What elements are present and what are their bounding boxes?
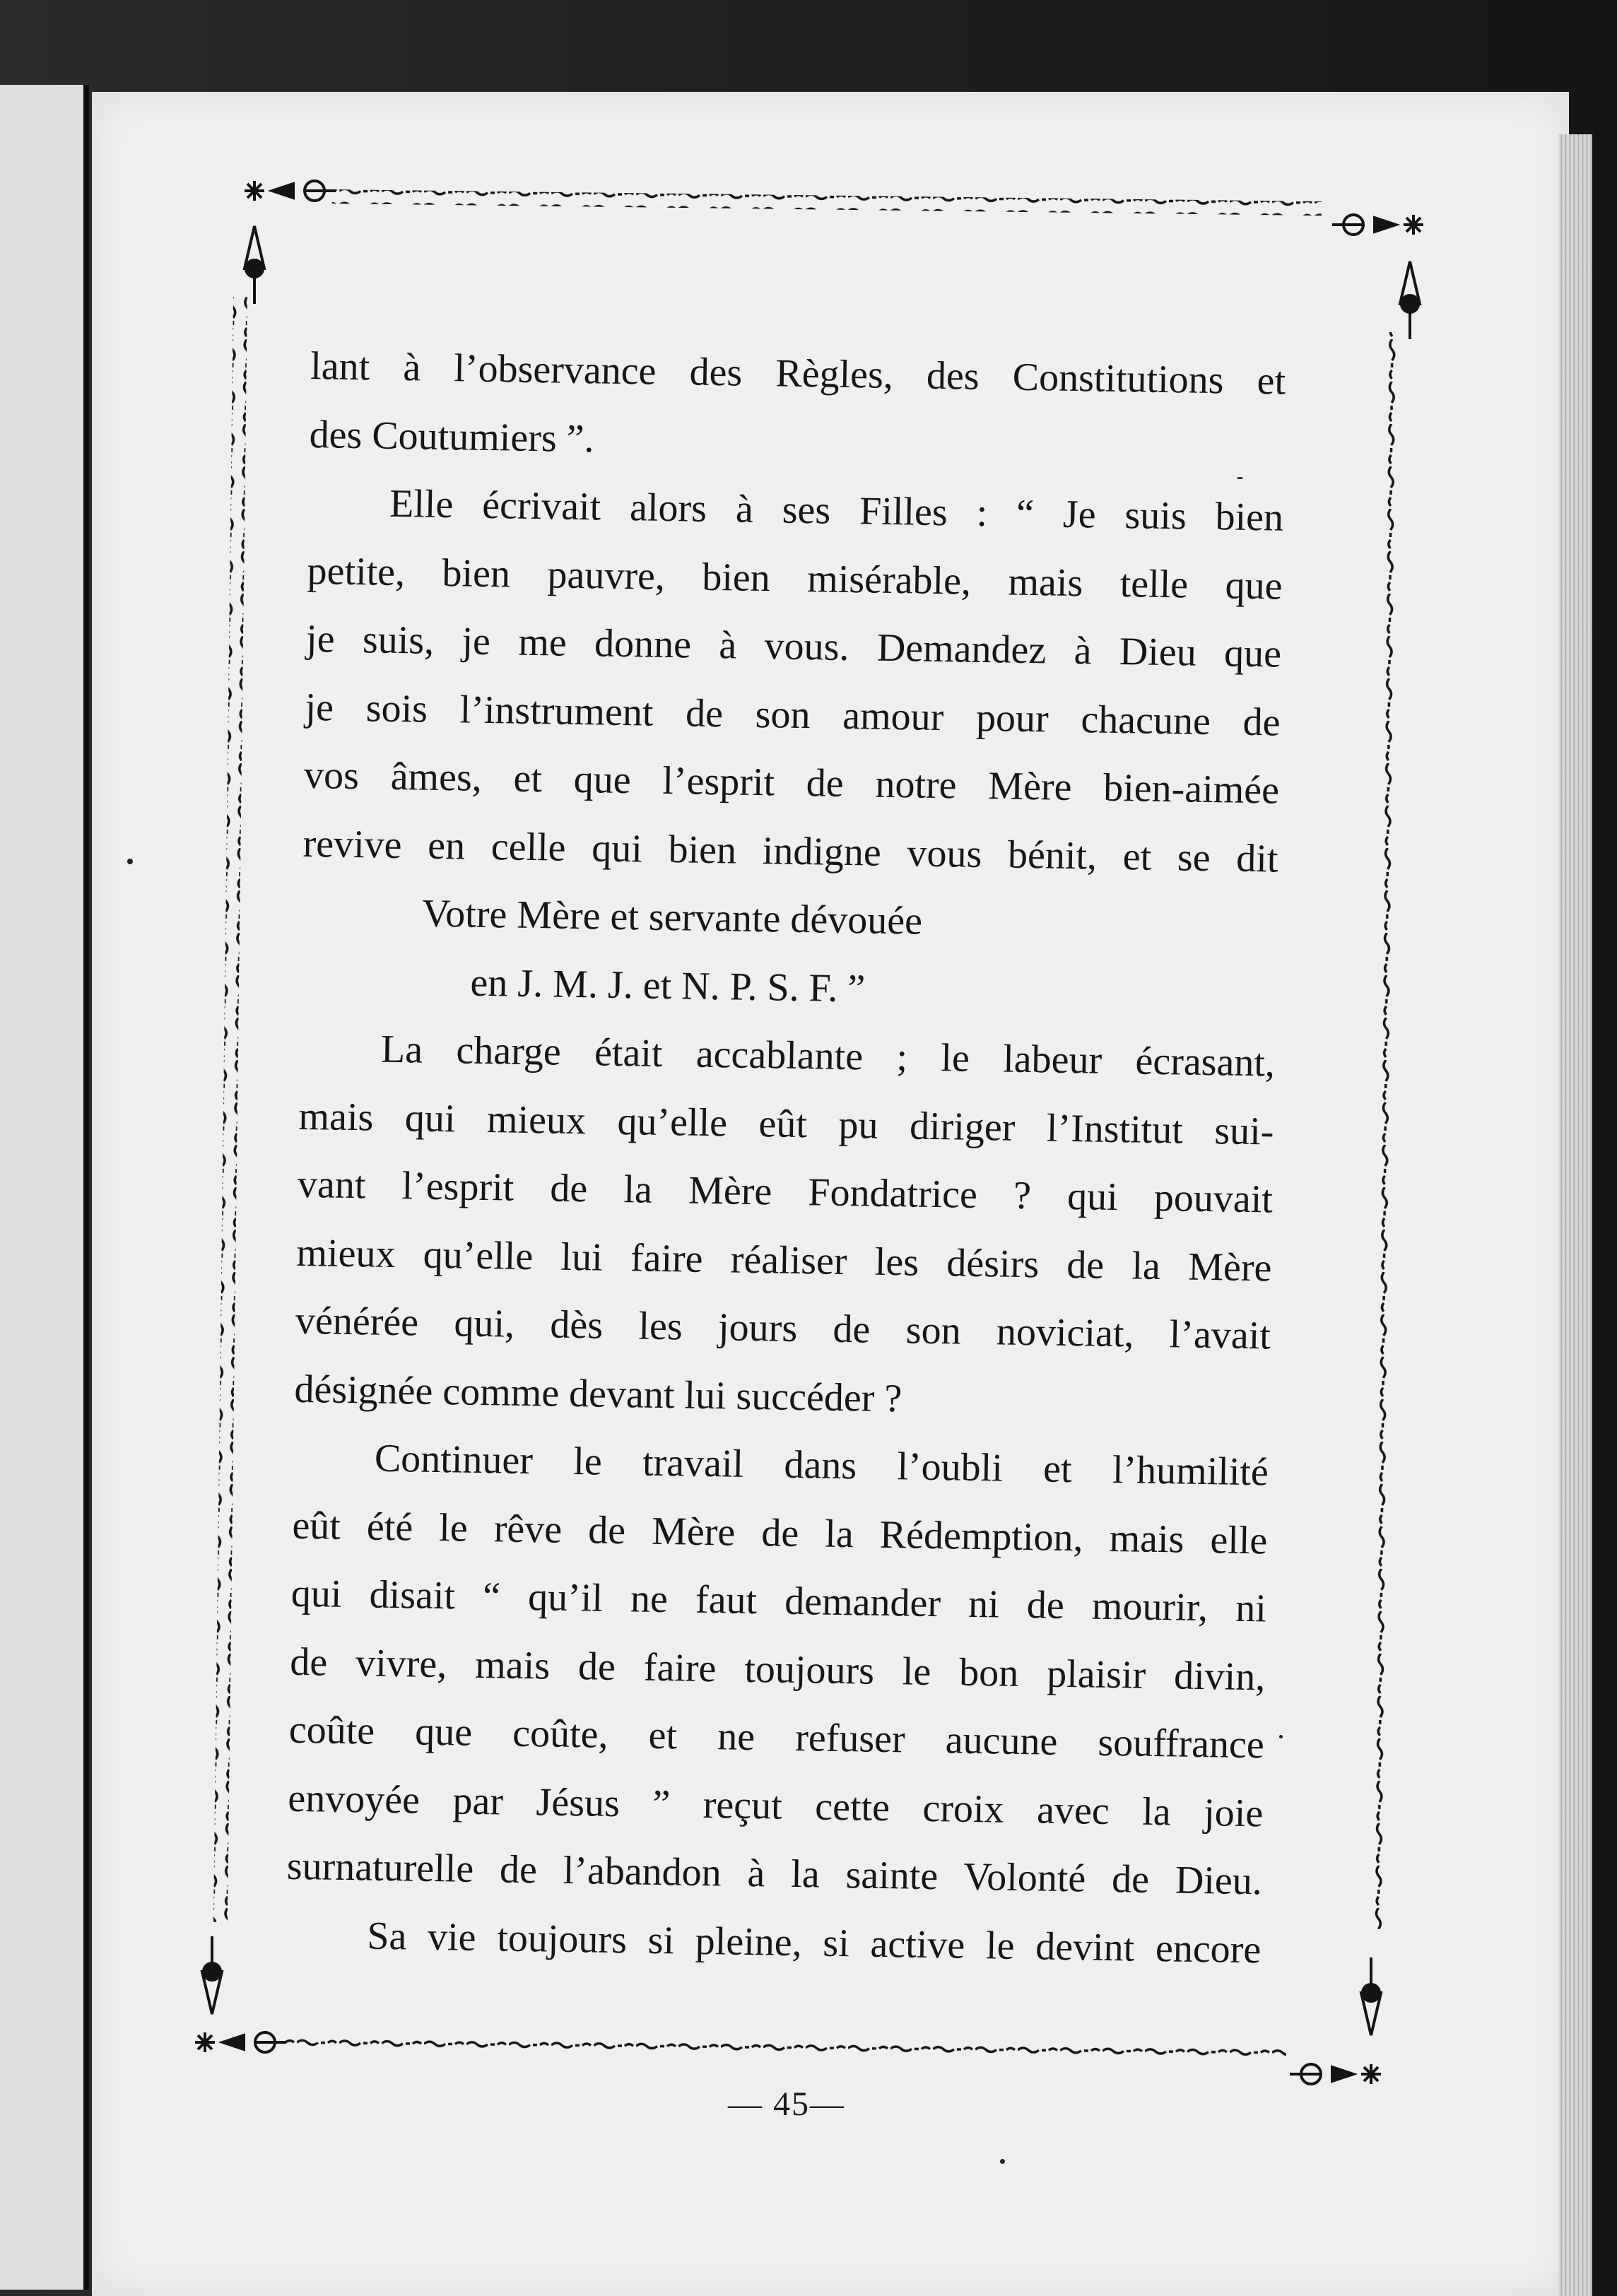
text-line: de vivre, mais de faire toujours le bon plaisir divin, (289, 1639, 1266, 1699)
page-number: — 45— (728, 2085, 845, 2123)
body-text (286, 332, 1286, 1984)
text-line: mais qui mieux qu’elle eût pu diriger l’Institut sui- (298, 1094, 1274, 1154)
corner-ornament-bottom-left (195, 1936, 286, 2052)
text-line: revive en celle qui bien indigne vous bénit, et se dit (302, 821, 1278, 881)
text-line: vos âmes, et que l’esprit de notre Mère bien-aimée (303, 753, 1280, 813)
text-line: surnaturelle de l’abandon à la sainte Volonté de Dieu. (286, 1844, 1263, 1904)
scan-speck (1237, 477, 1243, 479)
scan-speck (1279, 1735, 1283, 1738)
text-line: petite, bien pauvre, bien misérable, mais telle que (307, 548, 1283, 608)
text-line: vant l’esprit de la Mère Fondatrice ? qui pouvait (297, 1162, 1274, 1222)
text-line: Sa vie toujours si pleine, si active le devint encore (366, 1914, 1262, 1972)
corner-ornament-top-left (245, 181, 336, 304)
corner-ornament-top-right (1332, 215, 1423, 339)
left-border-rule (213, 297, 247, 1922)
top-border-rule (332, 189, 1322, 216)
text-line: mieux qu’elle lui faire réaliser les désirs de la Mère (296, 1230, 1272, 1290)
text-line: vénérée qui, dès les jours de son noviciat, l’avait (295, 1298, 1271, 1358)
text-line: désignée comme devant lui succéder ? (294, 1367, 902, 1420)
text-line: Elle écrivait alors à ses Filles : “ Je suis bien (389, 481, 1284, 540)
right-border-rule (1375, 332, 1403, 1929)
text-line: Votre Mère et servante dévouée (421, 891, 923, 943)
scan-speck (127, 859, 133, 864)
text-line: en J. M. J. et N. P. S. F. ” (470, 960, 866, 1011)
text-line: des Coutumiers ”. (309, 412, 594, 461)
text-line: eût été le rêve de Mère de la Rédemption, mais elle (291, 1503, 1268, 1562)
scan-speck (1000, 2159, 1005, 2164)
corner-ornament-bottom-right (1290, 1958, 1381, 2084)
text-line: qui disait “ qu’il ne faut demander ni de mourir, ni (290, 1571, 1267, 1631)
text-line: envoyée par Jésus ” reçut cette croix avec la joie (287, 1776, 1264, 1835)
text-line: je suis, je me donne à vous. Demandez à Dieu que (305, 616, 1282, 676)
text-line: Continuer le travail dans l’oubli et l’humilité (374, 1436, 1269, 1495)
text-line: je sois l’instrument de son amour pour chacune de (305, 685, 1281, 745)
bottom-border-rule (283, 2035, 1286, 2060)
text-line: coûte que coûte, et ne refuser aucune souffrance (288, 1707, 1265, 1767)
text-line: lant à l’observance des Règles, des Constitutions et (310, 343, 1286, 404)
text-line: La charge était accablante ; le labeur écrasant, (380, 1027, 1276, 1085)
